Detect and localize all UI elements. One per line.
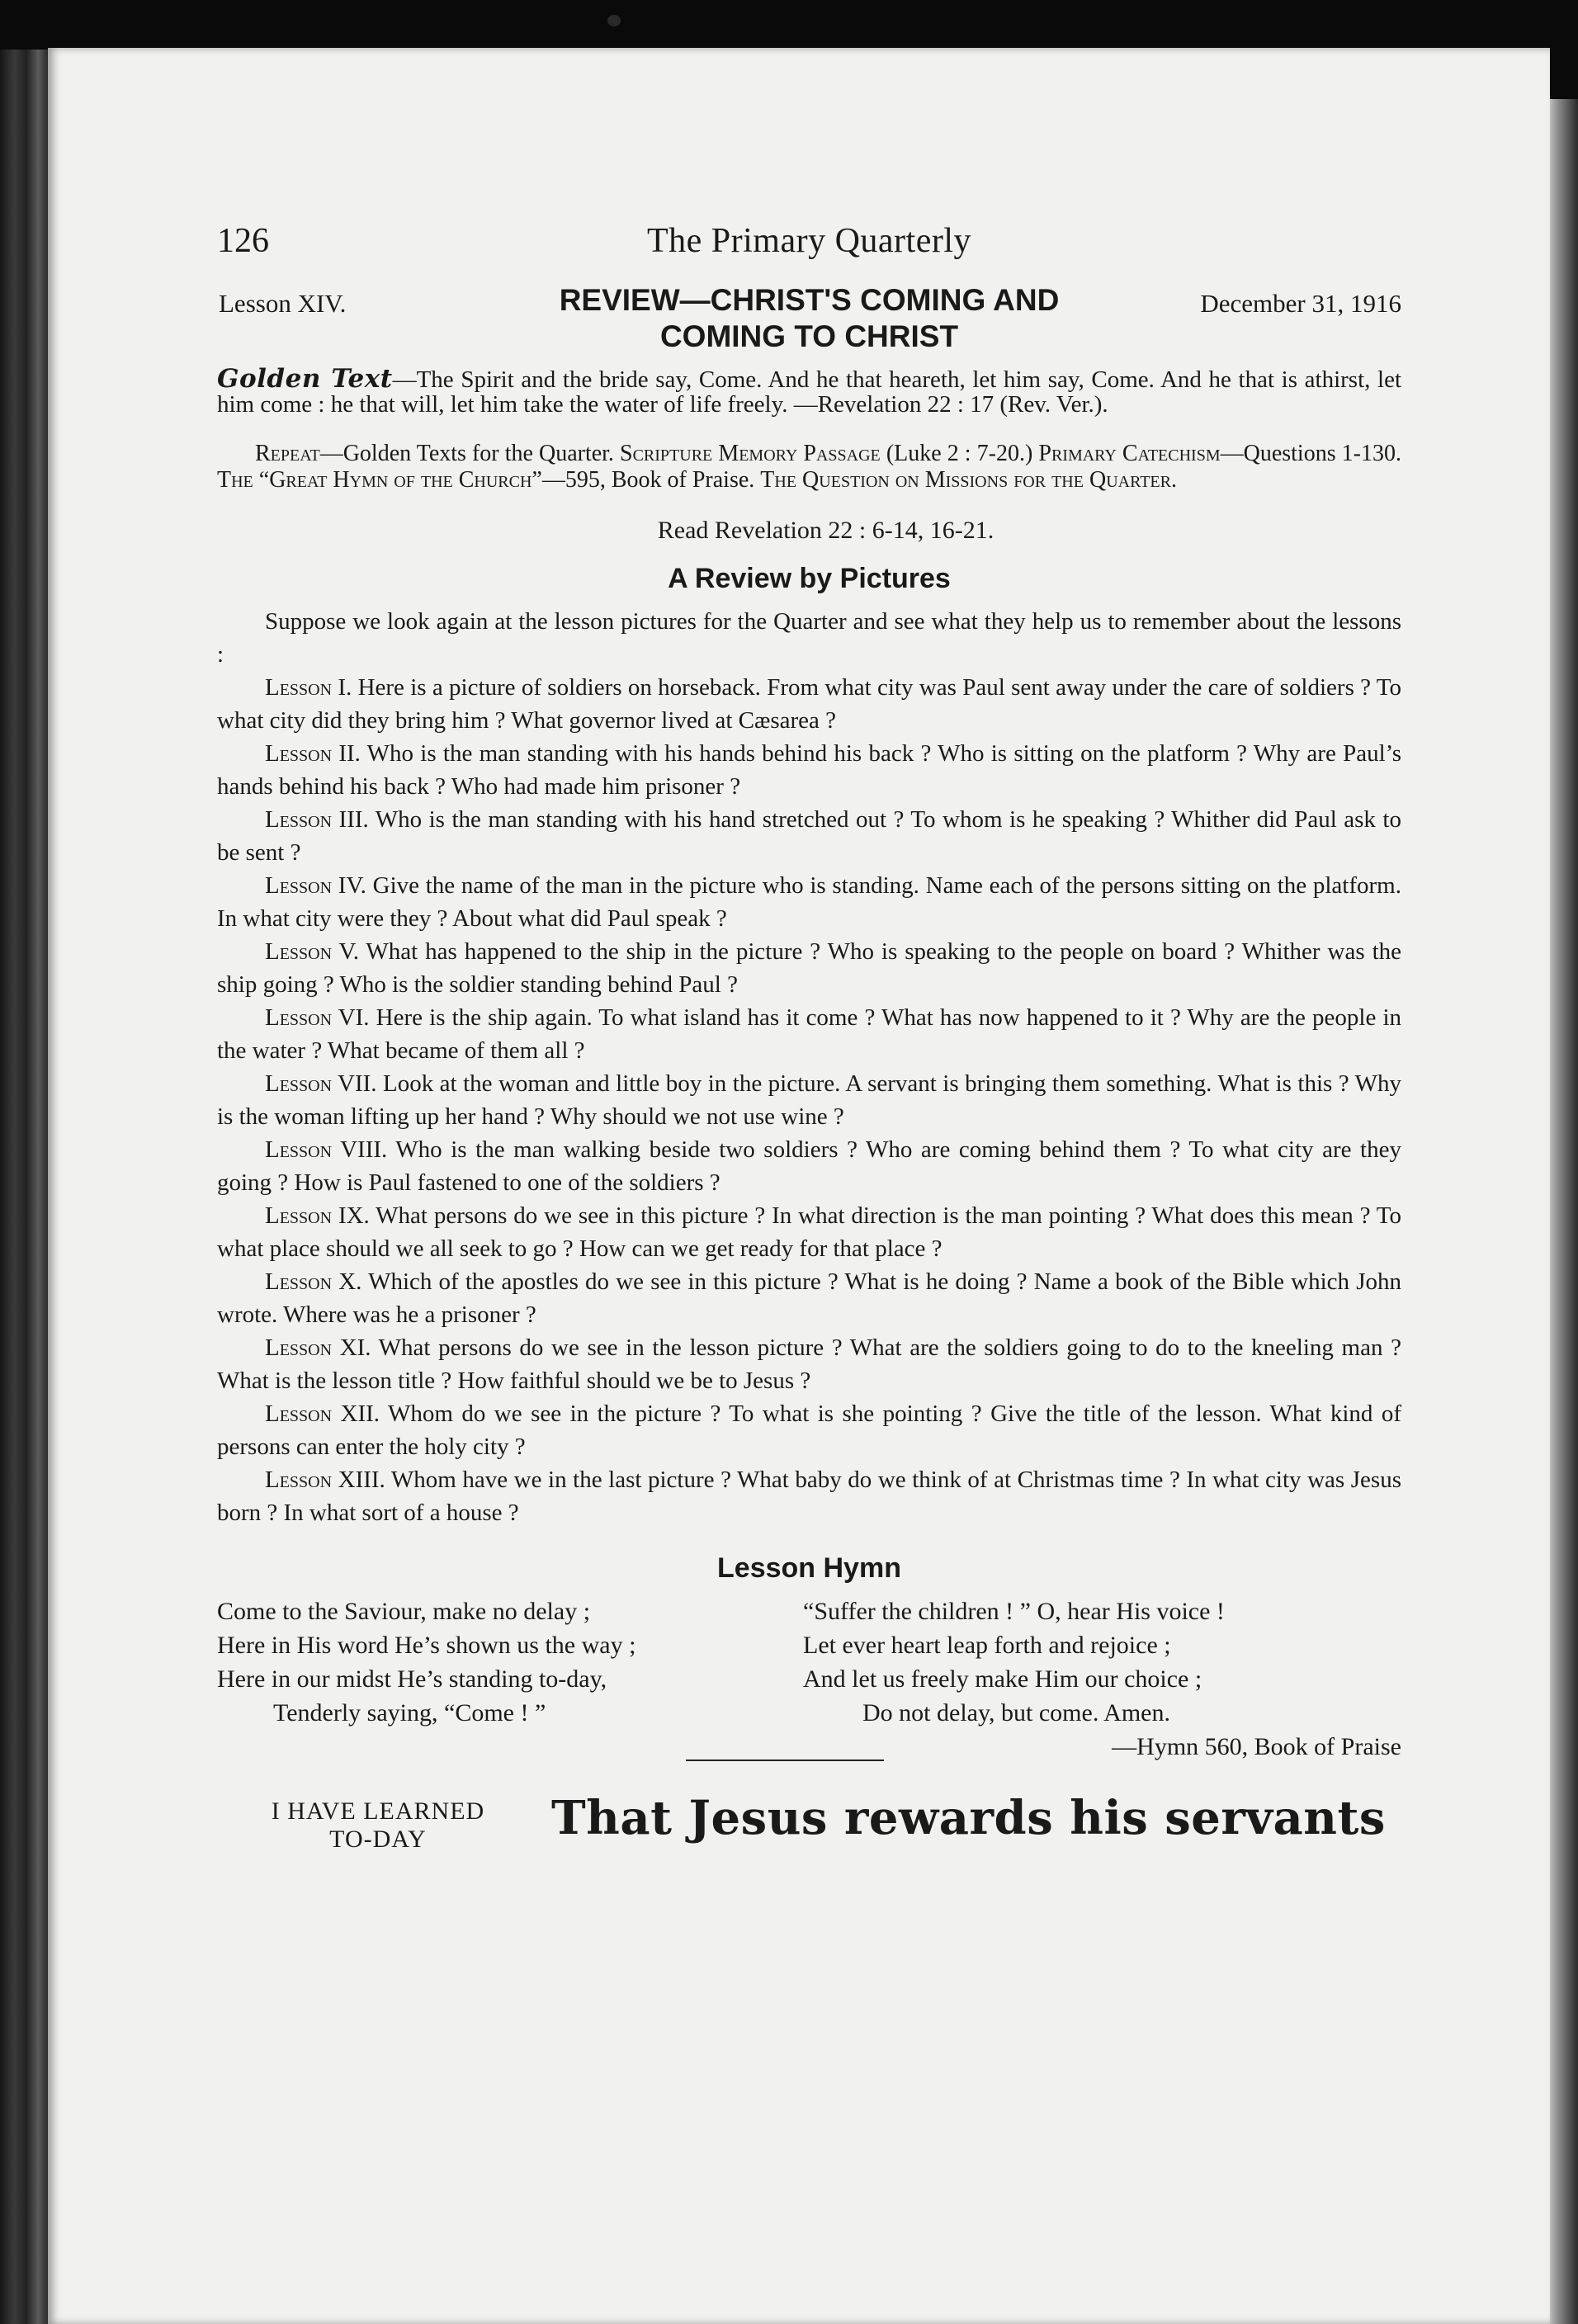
scan-page-edge <box>1545 99 1578 2324</box>
lesson-question-paragraph <box>217 671 1401 737</box>
page-number: 126 <box>217 222 269 260</box>
learned-label-line-1: I HAVE LEARNED <box>271 1797 485 1825</box>
hymn-line: Here in our midst He’s standing to-day, <box>217 1665 607 1693</box>
lesson-question-list <box>217 671 1401 1529</box>
scripture-ref: (Luke 2 : 7-20.) <box>880 441 1033 466</box>
catechism-label: Primary Catechism <box>1038 441 1221 466</box>
lesson-label: Lesson IV. <box>265 872 366 899</box>
scripture-label: Scripture Memory Passage <box>620 441 881 466</box>
hymn-line: Tenderly saying, “Come ! ” <box>273 1699 546 1726</box>
hymn-verse-right <box>803 1594 1401 1764</box>
lesson-question-paragraph <box>217 1397 1401 1463</box>
scan-speck <box>607 15 621 26</box>
lesson-questions: Whom do we see in the picture ? To what is she pointing ? Give the title of the lesson. What kind of persons can enter the holy city ? <box>217 1401 1401 1460</box>
running-head <box>217 221 1401 279</box>
lesson-questions: Which of the apostles do we see in this picture ? What is he doing ? Name a book of the Bible which John wrote. Where was he a prisoner ? <box>217 1268 1401 1328</box>
lesson-questions: Here is a picture of soldiers on horseback. From what city was Paul sent away under the care of soldiers ? To what city did they bring him ? What governor lived at Cæsarea ? <box>217 674 1401 734</box>
running-title: The Primary Quarterly <box>646 222 972 260</box>
lesson-label: Lesson VI. <box>265 1004 370 1031</box>
repeat-text: —Golden Texts for the Quarter. <box>319 441 614 466</box>
lesson-label: Lesson XII. <box>265 1401 380 1427</box>
lesson-questions: Give the name of the man in the picture who is standing. Name each of the persons sitting on the platform. In what city were they ? About what did Paul speak ? <box>217 872 1401 932</box>
lesson-label: Lesson III. <box>265 806 369 833</box>
book-page <box>48 48 1550 2324</box>
lesson-question-paragraph <box>217 803 1401 869</box>
golden-text <box>217 366 1401 417</box>
golden-text-body: —The Spirit and the bride say, Come. And he that heareth, let him say, Come. And he that is athirst, let him come : he that will, let him take the water of life freely. —Revelation 22 : 17 (Rev. Ver.). <box>217 366 1401 418</box>
missions-label: The Question on Missions for the Quarter. <box>760 467 1177 493</box>
lesson-question-paragraph <box>217 935 1401 1001</box>
scan-binding-edge <box>0 50 48 2324</box>
great-hymn-text: —595, Book of Praise. <box>541 467 755 493</box>
hymn-line: Let ever heart leap forth and rejoice ; <box>803 1632 1171 1659</box>
learned-today-label <box>217 1797 539 1854</box>
lesson-heading <box>217 282 1401 357</box>
lesson-label: Lesson VII. <box>265 1070 377 1097</box>
lesson-label: Lesson IX. <box>265 1202 370 1229</box>
lesson-question-paragraph <box>217 1001 1401 1067</box>
lesson-label: Lesson V. <box>265 938 359 965</box>
golden-text-label: Golden Text <box>217 364 393 394</box>
lesson-label: Lesson X. <box>265 1268 362 1295</box>
lesson-label: Lesson II. <box>265 740 361 767</box>
lesson-question-paragraph <box>217 1133 1401 1199</box>
hymn-verse-left <box>217 1594 762 1730</box>
lesson-label: Lesson I. <box>265 674 352 701</box>
reading-reference: Read Revelation 22 : 6-14, 16-21. <box>657 517 995 544</box>
lesson-question-paragraph <box>217 1067 1401 1133</box>
great-hymn-label: The “Great Hymn of the Church” <box>217 467 542 493</box>
repeat-instructions <box>217 441 1401 494</box>
lesson-questions: What persons do we see in this picture ? In what direction is the man pointing ? What does this mean ? To what place should we all seek to go ? How can we get ready for that place ? <box>217 1202 1401 1262</box>
hymn-line: And let us freely make Him our choice ; <box>803 1665 1202 1693</box>
lesson-title-line-2: COMING TO CHRIST <box>659 319 959 353</box>
lesson-questions: Whom have we in the last picture ? What baby do we think of at Christmas time ? In what city was Jesus born ? In what sort of a house ? <box>217 1467 1401 1526</box>
lesson-questions: Who is the man walking beside two soldiers ? Who are coming behind them ? To what city are they going ? How is Paul fastened to one of the soldiers ? <box>217 1136 1401 1196</box>
lesson-questions: What has happened to the ship in the picture ? Who is speaking to the people on board ? Whither was the ship going ? Who is the soldier standing behind Paul ? <box>217 938 1402 998</box>
review-section-title: A Review by Pictures <box>668 563 951 594</box>
lesson-questions: What persons do we see in the lesson picture ? What are the soldiers going to do to the kneeling man ? What is the lesson title ? How faithful should we be to Jesus ? <box>217 1334 1401 1394</box>
page-content <box>217 221 1401 1882</box>
lesson-question-paragraph <box>217 869 1401 935</box>
lesson-question-paragraph <box>217 1265 1401 1331</box>
lesson-question-paragraph <box>217 1463 1401 1529</box>
hymn-credit: —Hymn 560, Book of Praise <box>1112 1733 1401 1760</box>
hymn-title: Lesson Hymn <box>717 1552 901 1584</box>
lesson-question-paragraph <box>217 1331 1401 1397</box>
learned-label-line-2: TO-DAY <box>329 1826 427 1853</box>
lesson-questions: Here is the ship again. To what island has it come ? What has now happened to it ? Why are the people in the water ? What became of them all ? <box>217 1004 1402 1064</box>
learned-today-text: That Jesus rewards his servants <box>551 1791 1386 1845</box>
learned-today <box>217 1791 1401 1882</box>
lesson-questions: Who is the man standing with his hand stretched out ? To whom is he speaking ? Whither did Paul ask to be sent ? <box>217 806 1401 866</box>
lesson-hymn <box>217 1594 1401 1760</box>
catechism-text: —Questions 1-130. <box>1220 441 1401 466</box>
lesson-question-paragraph <box>217 1199 1401 1265</box>
lesson-questions: Who is the man standing with his hands behind his back ? Who is sitting on the platform ? Why are Paul’s hands behind his back ? Who had made him prisoner ? <box>217 740 1401 800</box>
review-intro: Suppose we look again at the lesson pictures for the Quarter and see what they help us to remember about the lessons : <box>217 608 1401 668</box>
lesson-label: Lesson XIII. <box>265 1467 385 1493</box>
lesson-date: December 31, 1916 <box>1200 289 1401 318</box>
hymn-line: Here in His word He’s shown us the way ; <box>217 1632 636 1659</box>
hymn-line: Do not delay, but come. Amen. <box>862 1699 1170 1726</box>
lesson-label: Lesson VIII. <box>265 1136 388 1163</box>
hymn-line: Come to the Saviour, make no delay ; <box>217 1598 591 1625</box>
hymn-line: “Suffer the children ! ” O, hear His voice ! <box>803 1598 1225 1625</box>
lesson-title-line-1: REVIEW—CHRIST'S COMING AND <box>559 283 1060 317</box>
review-section <box>217 605 1401 1529</box>
repeat-label: Repeat <box>255 441 320 466</box>
lesson-question-paragraph <box>217 737 1401 803</box>
lesson-questions: Look at the woman and little boy in the picture. A servant is bringing them something. What is this ? Why is the woman lifting up her hand ? Why should we not use wine ? <box>217 1070 1401 1130</box>
lesson-label: Lesson XI. <box>265 1334 371 1361</box>
lesson-number: Lesson XIV. <box>219 289 347 318</box>
